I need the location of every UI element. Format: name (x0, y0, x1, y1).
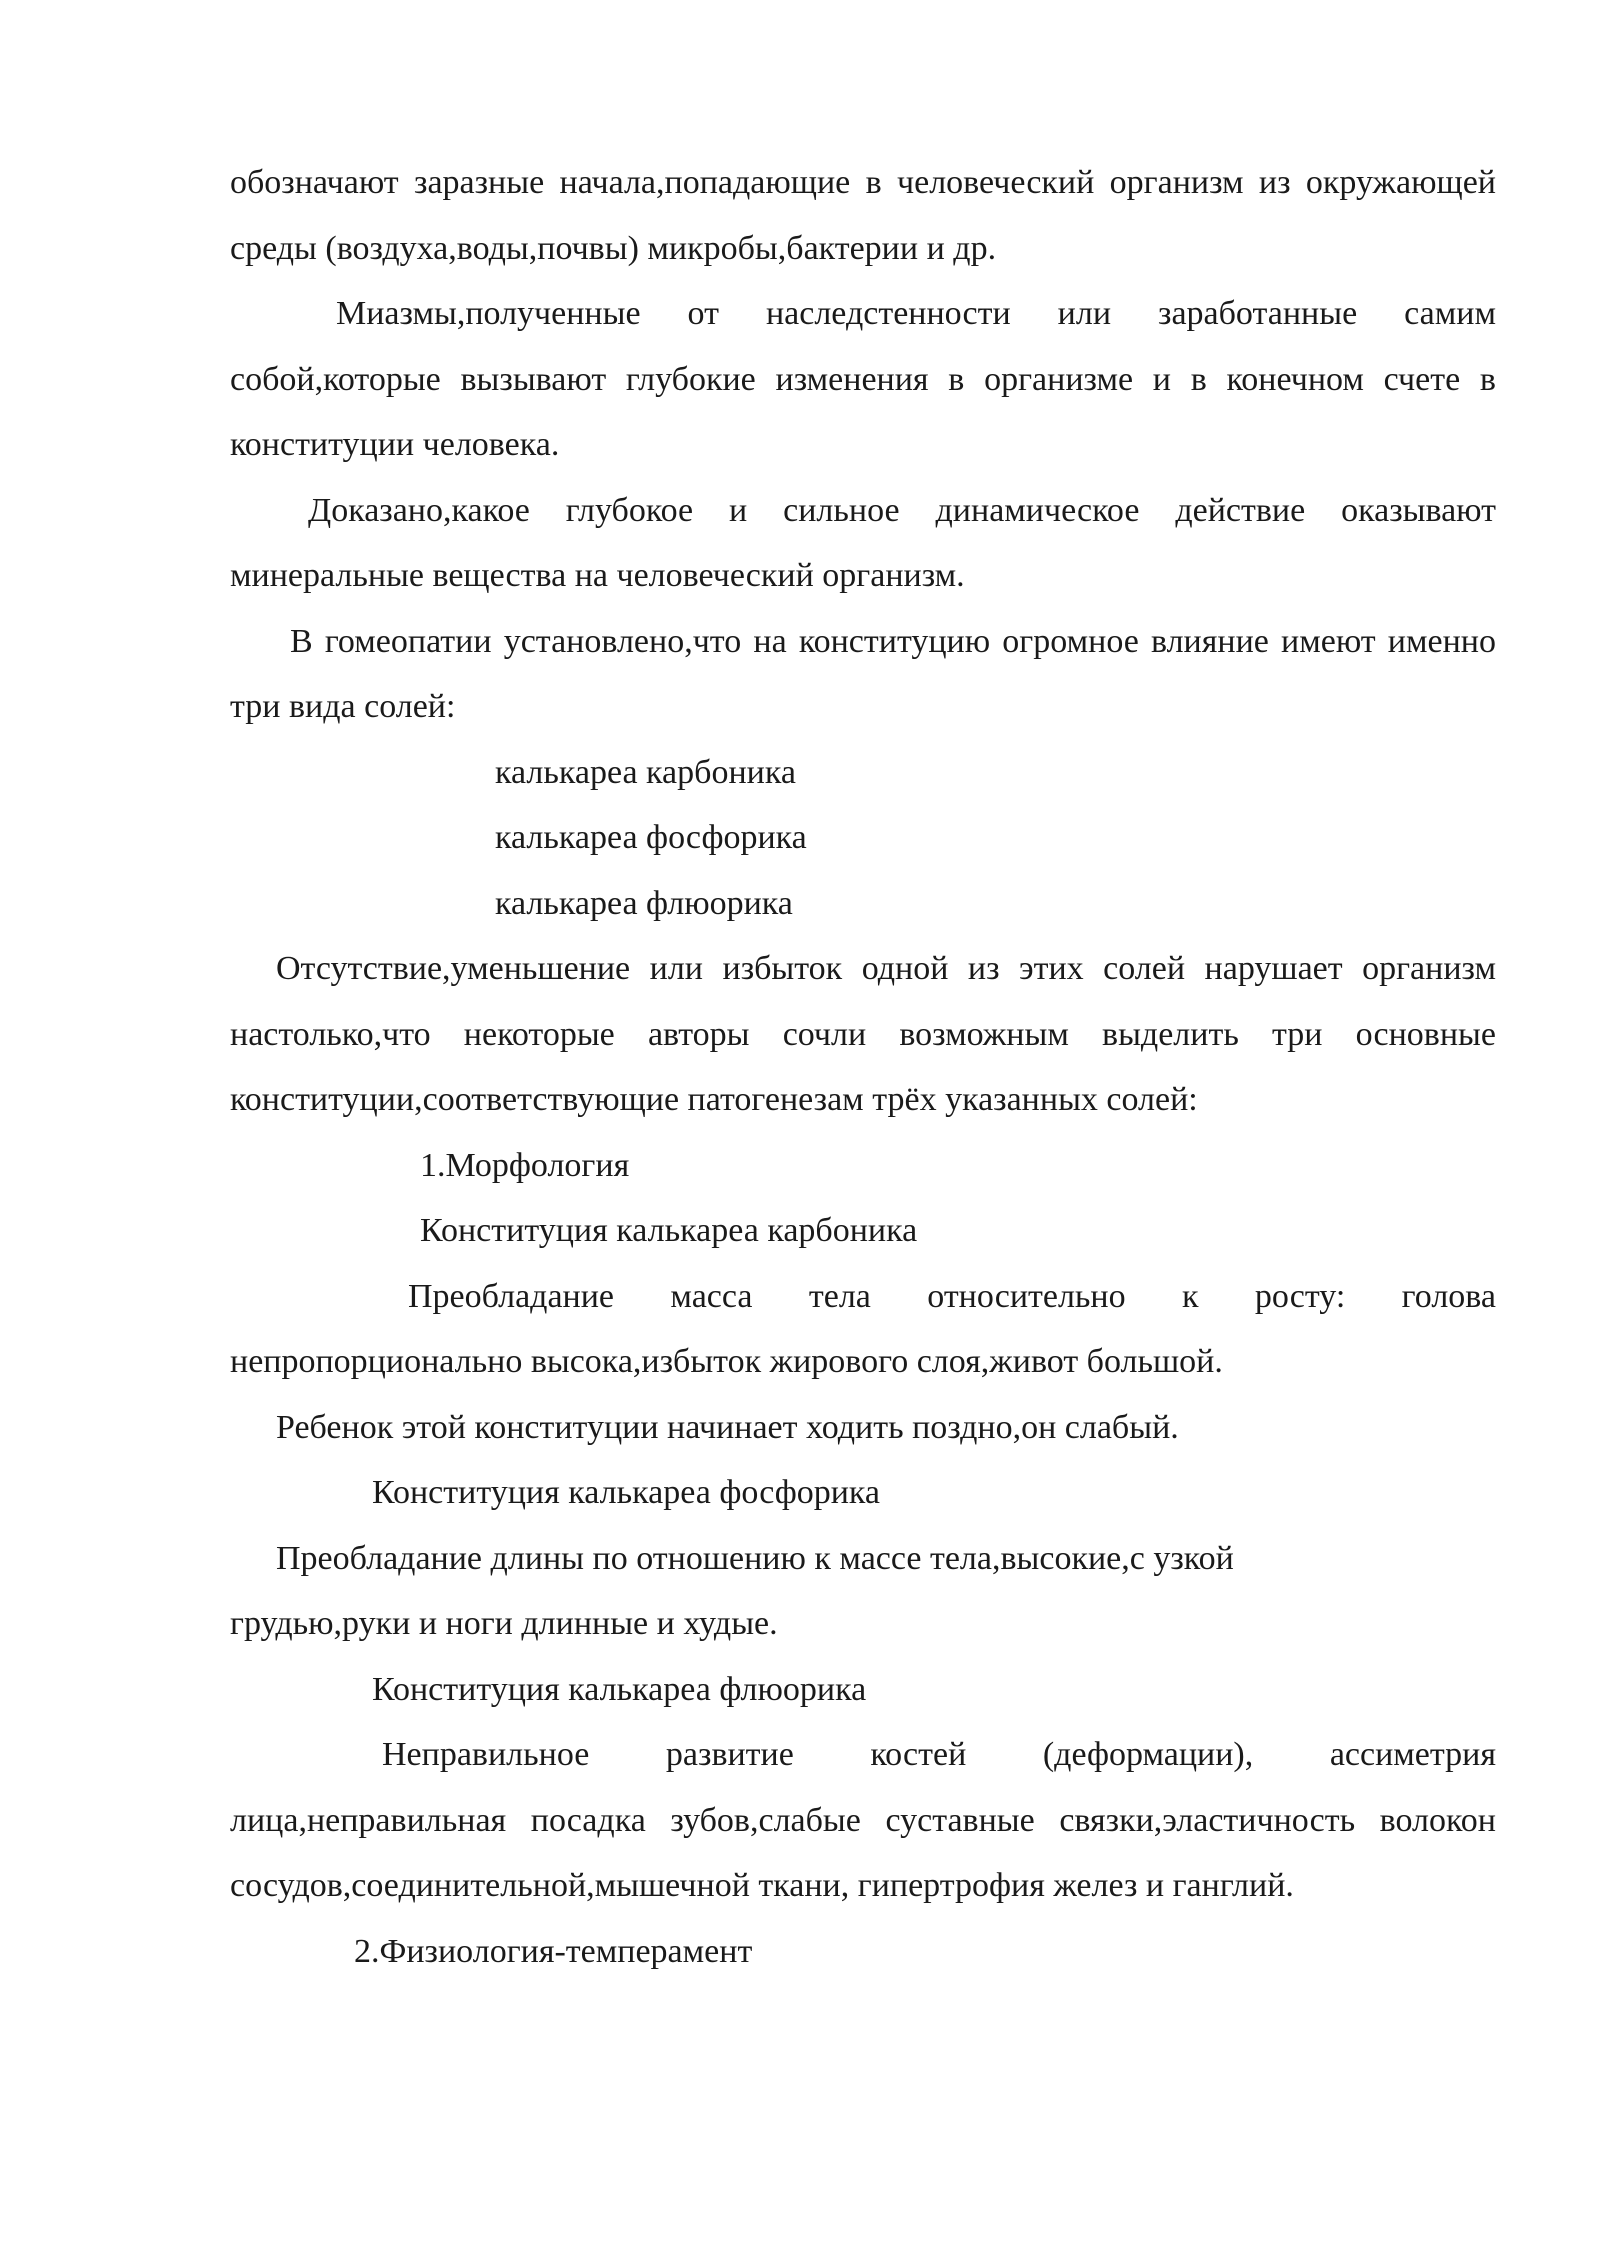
paragraph-carbonica-child: Ребенок этой конституции начинает ходить поздно,он слабый. (276, 1408, 1179, 1446)
paragraph-contagion: обозначают заразные начала,попадающие в человеческий организм из окружающей среды (воздуха,воды,почвы) микробы,бактерии и др. (230, 164, 1496, 267)
paragraph-constitutions: Отсутствие,уменьшение или избыток одной из этих солей нарушает организм настолько,что некоторые авторы сочли возможным выделить три основные конституции,соответствующие патогенезам трёх указанных солей: (230, 950, 1496, 1118)
paragraph-carbonica-body: Преобладание масса тела относительно к росту: голова непропорционально высока,избыток жирового слоя,живот большой. (230, 1277, 1496, 1380)
paragraph-miasms: Миазмы,полученные от наследстенности или заработанные самим собой,которые вызывают глубокие изменения в организме и в конечном счете в конституции человека. (230, 295, 1496, 463)
section-heading-morphology: 1.Морфология (420, 1146, 630, 1184)
salt-list-item: калькареа фосфорика (495, 819, 807, 856)
section-heading-physiology: 2.Физиология-темперамент (354, 1932, 753, 1970)
paragraph-homeopathy-salts: В гомеопатии установлено,что на конституцию огромное влияние имеют именно три вида солей: (230, 622, 1496, 725)
salt-list-item: калькареа флюорика (495, 884, 793, 922)
paragraph-phosphorica-body: Преобладание длины по отношению к массе тела,высокие,с узкой грудью,руки и ноги длинные и худые. (230, 1539, 1234, 1642)
document-body (230, 150, 1496, 1984)
paragraph-fluorica-body: Неправильное развитие костей (деформации), ассиметрия лица,неправильная посадка зубов,слабые суставные связки,эластичность волокон сосудов,соединительной,мышечной ткани, гипертрофия желез и ганглий. (230, 1736, 1496, 1904)
paragraph-minerals: Доказано,какое глубокое и сильное динамическое действие оказывают минеральные вещества на человеческий организм. (230, 491, 1496, 594)
salt-list-item: калькареа карбоника (495, 753, 796, 791)
subheading-calcarea-phosphorica: Конституция калькареа фосфорика (372, 1474, 881, 1511)
subheading-calcarea-fluorica: Конституция калькареа флюорика (372, 1670, 867, 1708)
subheading-calcarea-carbonica: Конституция калькареа карбоника (420, 1212, 918, 1249)
